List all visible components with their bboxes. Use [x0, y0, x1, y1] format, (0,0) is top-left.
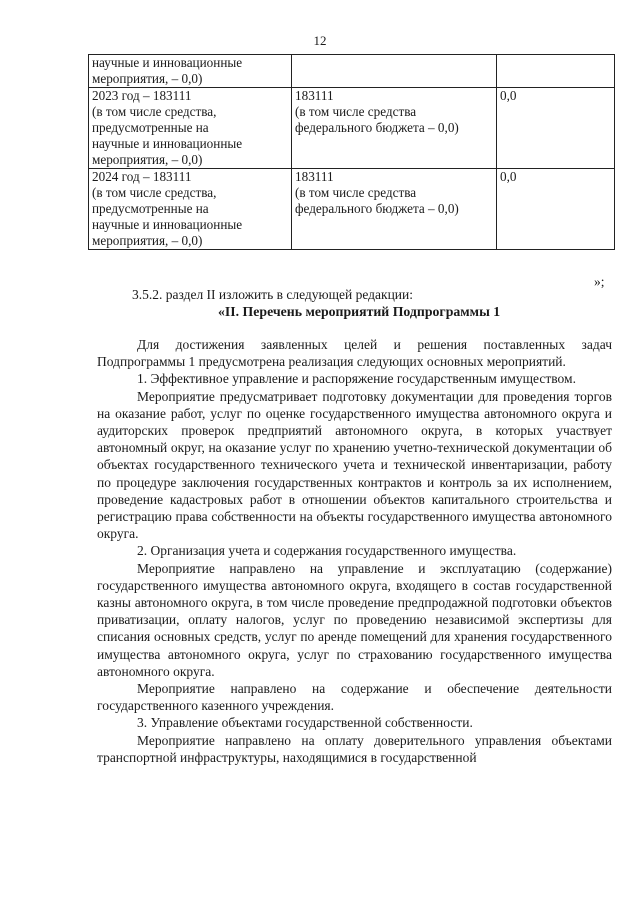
cell-line: (в том числе средства,	[92, 104, 217, 119]
cell-line: 2024 год – 183111	[92, 169, 192, 184]
closing-quote: »;	[594, 274, 605, 289]
cell-line: 183111	[295, 169, 334, 184]
cell-line: мероприятия, – 0,0)	[92, 152, 203, 167]
cell-line: 2023 год – 183111	[92, 88, 192, 103]
cell-line: научные и инновационные	[92, 55, 243, 70]
table-cell-years	[89, 88, 292, 169]
paragraph: 1. Эффективное управление и распоряжение государственным имуществом.	[137, 371, 576, 387]
cell-line: предусмотренные на	[92, 120, 209, 135]
table-cell-years	[89, 55, 292, 88]
cell-line: научные и инновационные	[92, 136, 243, 151]
cell-line: федерального бюджета – 0,0)	[295, 201, 459, 216]
cell-line: федерального бюджета – 0,0)	[295, 120, 459, 135]
paragraph: 3. Управление объектами государственной собственности.	[137, 715, 473, 731]
table-cell-years	[89, 169, 292, 250]
cell-line: 0,0	[500, 88, 517, 103]
section-heading: «II. Перечень мероприятий Подпрограммы 1	[218, 304, 501, 319]
table-row	[89, 55, 615, 88]
section-intro: 3.5.2. раздел II изложить в следующей редакции:	[132, 287, 414, 302]
cell-line: (в том числе средства	[295, 185, 417, 200]
cell-line: мероприятия, – 0,0)	[92, 71, 203, 86]
paragraph: Мероприятие направлено на содержание и обеспечение деятельности государственного казенного учреждения.	[97, 681, 612, 714]
table-cell-federal	[292, 88, 497, 169]
page-number: 12	[313, 33, 327, 48]
body-text	[97, 336, 612, 766]
cell-line: предусмотренные на	[92, 201, 209, 216]
table-cell-other	[497, 88, 615, 169]
table-cell-other	[497, 55, 615, 88]
table-cell-other	[497, 169, 615, 250]
paragraph: Для достижения заявленных целей и решения поставленных задач Подпрограммы 1 предусмотрена реализация следующих основных мероприятий.	[97, 337, 612, 370]
cell-line: (в том числе средства,	[92, 185, 217, 200]
paragraph: Мероприятие предусматривает подготовку документации для проведения торгов на оказание работ, услуг по оценке государственного имущества автономного округа и аудиторских проверок предприятий автономного округа, в которых участвует автономный округ, на оказание услуг по хранению учетно-технической документации об объектах государственного технического учета и технической инвентаризации, работу по процедуре заключения государственных контрактов и контроль за их исполнением, проведение кадастровых работ в отношении объектов капитального строительства и регистрацию права собственности на объекты государственного имущества автономного округа.	[97, 388, 612, 542]
cell-line: научные и инновационные	[92, 217, 243, 232]
cell-line: (в том числе средства	[295, 104, 417, 119]
table-cell-federal	[292, 55, 497, 88]
table-row	[89, 169, 615, 250]
cell-line: мероприятия, – 0,0)	[92, 233, 203, 248]
budget-table	[88, 54, 615, 250]
paragraph: Мероприятие направлено на оплату доверительного управления объектами транспортной инфраструктуры, находящимися в государственной	[97, 732, 612, 765]
table-row	[89, 88, 615, 169]
table-cell-federal	[292, 169, 497, 250]
paragraph: 2. Организация учета и содержания государственного имущества.	[137, 543, 517, 559]
cell-line: 0,0	[500, 169, 517, 184]
cell-line: 183111	[295, 88, 334, 103]
paragraph: Мероприятие направлено на управление и эксплуатацию (содержание) государственного имущества автономного округа, входящего в состав государственной казны автономного округа, в том числе проведение предпродажной подготовки объектов приватизации, оплату налогов, услуг по проведению независимой экспертизы для списания основных средств, услуг по аренде помещений для хранения государственного имущества автономного округа, услуг по страхованию государственного имущества автономного округа.	[97, 560, 612, 679]
